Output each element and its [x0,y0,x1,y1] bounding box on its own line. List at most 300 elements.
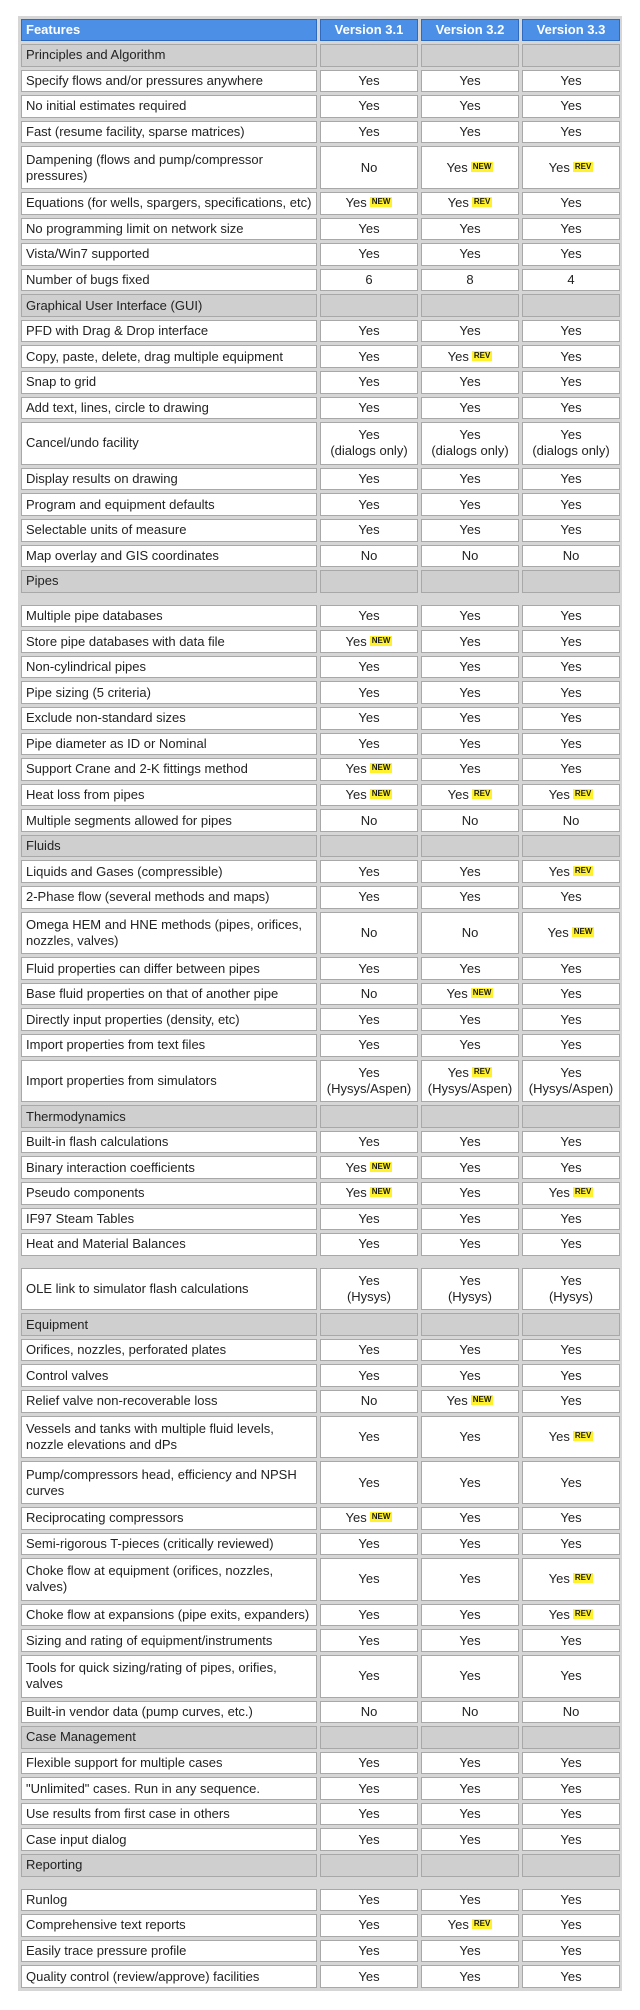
value-text: Yes [358,1968,380,1984]
table-row [21,1629,620,1652]
table-row [21,1182,620,1205]
table-row [21,1507,620,1530]
value-text: Yes [447,1917,469,1933]
value-text: Yes [358,246,380,262]
version-value-cell [421,70,519,93]
feature-label: Base fluid properties on that of another pipe [21,983,317,1006]
value-text: Yes [560,1210,582,1226]
value-text: Yes [459,633,481,649]
table-row [21,733,620,756]
version-value-cell [421,1461,519,1504]
value-text: Yes [358,220,380,236]
version-value-cell [421,218,519,241]
version-value-cell [320,192,418,215]
value-text: Yes [358,427,380,443]
section-empty-cell [522,1854,620,1877]
value-text: Yes [459,374,481,390]
version-value-cell [320,345,418,368]
section-row [21,1105,620,1128]
version-value-cell [320,1752,418,1775]
value-text: Yes [560,1806,582,1822]
section-label: Equipment [21,1313,317,1336]
value-text: Yes [459,1510,481,1526]
version-value-cell [421,1604,519,1627]
version-value-cell [421,519,519,542]
table-row [21,345,620,368]
value-text: Yes [560,1943,582,1958]
value-text: Yes [459,1968,481,1984]
feature-label: Fluid properties can differ between pipes [21,957,317,980]
feature-label: Dampening (flows and pump/compressor pressures) [21,146,317,189]
version-value-cell [522,1034,620,1057]
value-text: Yes [560,323,582,339]
value-text: Yes [459,427,481,443]
table-row [21,422,620,465]
version-value-cell [320,1533,418,1556]
new-badge: NEW [472,161,492,171]
table-row [21,371,620,394]
value-text: Yes [560,1037,582,1053]
section-empty-cell [320,1313,418,1336]
version-value-cell [522,1008,620,1031]
section-label: Reporting [21,1854,317,1877]
value-text: Yes [446,986,468,1002]
feature-label: Pipe sizing (5 criteria) [21,681,317,704]
version-value-cell [320,681,418,704]
version-value-cell [522,784,620,807]
version-value-cell [320,1828,418,1851]
new-badge: NEW [371,1512,391,1522]
version-value-cell [320,1416,418,1459]
value-text: Yes [560,1273,582,1288]
version-value-cell [522,681,620,704]
version-value-cell [522,1777,620,1800]
value-text: Yes [358,1474,380,1490]
section-empty-cell [421,1105,519,1128]
value-note: (Hysys) [548,1289,594,1304]
value-text: Yes [358,960,380,976]
value-text: Yes [345,1159,367,1175]
value-text: Yes [548,159,570,175]
table-row [21,1889,620,1912]
feature-label: No initial estimates required [21,95,317,118]
feature-label: Built-in flash calculations [21,1131,317,1154]
value-text: Yes [560,124,582,140]
version-value-cell [421,1777,519,1800]
value-text: Yes [548,1571,570,1587]
value-text: Yes [358,1273,380,1288]
version-value-cell [320,784,418,807]
value-text: No [360,547,378,563]
version-value-cell [522,1533,620,1556]
version-value-cell [320,912,418,955]
value-text: No [360,924,378,940]
value-text: Yes [459,1831,481,1847]
table-row [21,784,620,807]
version-value-cell [320,1008,418,1031]
value-text: Yes [358,1831,380,1847]
feature-label: Omega HEM and HNE methods (pipes, orifices, nozzles, valves) [21,912,317,955]
version-value-cell [320,371,418,394]
table-row [21,1533,620,1556]
version-3-3-header: Version 3.3 [522,19,620,41]
version-value-cell [421,1701,519,1724]
header-row [21,19,620,41]
feature-label: Quality control (review/approve) facilities [21,1965,317,1988]
value-text: No [461,924,479,940]
table-row [21,1364,620,1387]
value-text: Yes [459,1011,481,1027]
value-text: 8 [466,271,474,287]
version-value-cell [421,95,519,118]
table-row [21,192,620,215]
table-row [21,218,620,241]
table-row [21,1701,620,1724]
version-value-cell [421,605,519,628]
value-text: Yes [459,863,481,879]
version-value-cell [522,1965,620,1988]
version-value-cell [522,912,620,955]
version-value-cell [421,1364,519,1387]
section-empty-cell [421,1313,519,1336]
value-text: Yes [560,960,582,976]
version-value-cell [421,1390,519,1413]
value-text: Yes [459,1273,481,1288]
value-text: Yes [459,1210,481,1226]
version-value-cell [421,1752,519,1775]
feature-label: PFD with Drag & Drop interface [21,320,317,343]
version-value-cell [320,1914,418,1937]
version-value-cell [421,545,519,568]
value-text: Yes [560,1831,582,1847]
version-value-cell [522,1752,620,1775]
value-text: Yes [459,1943,481,1958]
version-value-cell [522,1156,620,1179]
feature-label: Import properties from text files [21,1034,317,1057]
table-row [21,243,620,266]
value-text: Yes [560,986,582,1002]
version-value-cell [320,656,418,679]
feature-comparison-table [18,16,623,1991]
value-text: Yes [548,787,570,803]
version-value-cell [421,1008,519,1031]
value-text: Yes [358,1571,380,1587]
value-text: Yes [459,124,481,140]
value-text: Yes [358,399,380,415]
value-text: Yes [358,471,380,487]
table-row [21,605,620,628]
section-empty-cell [522,1313,620,1336]
feature-label: Runlog [21,1889,317,1912]
version-value-cell [522,1390,620,1413]
version-value-cell [522,656,620,679]
table-row [21,758,620,781]
value-text: No [562,1703,580,1719]
version-value-cell [522,1208,620,1231]
version-value-cell [421,809,519,832]
value-text: Yes [560,72,582,88]
value-text: Yes [548,1185,570,1201]
version-value-cell [320,1208,418,1231]
value-text: Yes [459,1159,481,1175]
version-value-cell [522,860,620,883]
section-empty-cell [421,1726,519,1749]
section-empty-cell [320,1105,418,1128]
value-note: (Hysys/Aspen) [326,1080,412,1096]
rev-badge: REV [574,1609,592,1618]
value-text: Yes [345,787,367,803]
version-value-cell [522,422,620,465]
version-value-cell [320,1803,418,1826]
rev-badge: REV [473,350,491,360]
table-row [21,1965,620,1988]
table-row [21,1008,620,1031]
table-row [21,545,620,568]
table-row [21,809,620,832]
feature-label: Pump/compressors head, efficiency and NPSH curves [21,1461,317,1504]
version-value-cell [522,371,620,394]
value-text: Yes [560,1917,582,1933]
value-text: Yes [560,735,582,751]
table-row [21,1268,620,1311]
value-text: Yes [358,1943,380,1958]
version-value-cell [421,1182,519,1205]
value-text: Yes [358,607,380,623]
value-text: Yes [358,1428,380,1444]
version-value-cell [522,1629,620,1652]
section-empty-cell [522,835,620,858]
feature-label: Vista/Win7 supported [21,243,317,266]
value-text: Yes [345,1185,367,1201]
version-value-cell [320,605,418,628]
spacer-cell [320,596,418,602]
table-row [21,1914,620,1937]
section-empty-cell [522,570,620,593]
value-text: Yes [447,195,469,211]
value-text: Yes [358,1236,380,1252]
value-text: Yes [459,1806,481,1822]
version-value-cell [320,1889,418,1912]
version-value-cell [522,809,620,832]
rev-badge: REV [473,789,491,799]
value-text: No [461,1703,479,1719]
value-text: Yes [358,1891,380,1907]
value-text: Yes [547,924,569,940]
version-value-cell [421,957,519,980]
version-value-cell [421,468,519,491]
value-text: Yes [459,761,481,777]
feature-label: Import properties from simulators [21,1060,317,1103]
value-text: Yes [560,246,582,262]
version-value-cell [421,1268,519,1311]
version-value-cell [320,121,418,144]
value-note: (dialogs only) [431,443,509,459]
version-value-cell [522,493,620,516]
section-empty-cell [522,294,620,317]
section-empty-cell [320,44,418,67]
version-value-cell [320,1268,418,1311]
section-label: Case Management [21,1726,317,1749]
value-text: Yes [459,659,481,675]
value-text: Yes [345,1510,367,1526]
version-value-cell [421,1965,519,1988]
value-text: Yes [560,471,582,487]
feature-label: Easily trace pressure profile [21,1940,317,1963]
rev-badge: REV [574,1187,592,1197]
value-text: Yes [358,684,380,700]
version-value-cell [522,345,620,368]
version-value-cell [522,1604,620,1627]
value-text: Yes [560,659,582,675]
version-value-cell [320,983,418,1006]
value-text: Yes [358,1011,380,1027]
feature-label: IF97 Steam Tables [21,1208,317,1231]
value-text: Yes [560,889,582,905]
version-value-cell [320,1156,418,1179]
feature-label: Store pipe databases with data file [21,630,317,653]
version-value-cell [421,784,519,807]
table-row [21,707,620,730]
section-label: Graphical User Interface (GUI) [21,294,317,317]
feature-label: Multiple segments allowed for pipes [21,809,317,832]
version-value-cell [421,1803,519,1826]
value-text: No [360,1703,378,1719]
value-text: Yes [459,1367,481,1383]
version-value-cell [421,1339,519,1362]
value-text: No [562,812,580,828]
value-text: Yes [459,1185,481,1201]
version-value-cell [320,493,418,516]
rev-badge: REV [574,789,592,799]
value-text: Yes [358,889,380,905]
value-text: Yes [358,1607,380,1622]
version-value-cell [421,630,519,653]
table-row [21,912,620,955]
version-value-cell [421,422,519,465]
feature-label: Map overlay and GIS coordinates [21,545,317,568]
value-text: Yes [345,195,367,211]
version-value-cell [421,493,519,516]
version-value-cell [421,912,519,955]
section-empty-cell [522,44,620,67]
section-empty-cell [320,1854,418,1877]
version-value-cell [320,860,418,883]
version-value-cell [421,1940,519,1963]
version-value-cell [320,269,418,292]
value-text: Yes [358,1917,380,1933]
feature-label: Choke flow at equipment (orifices, nozzles, valves) [21,1558,317,1601]
value-text: 6 [365,271,373,287]
value-text: Yes [459,323,481,339]
new-badge: NEW [371,763,391,773]
version-value-cell [522,1416,620,1459]
version-value-cell [522,70,620,93]
table-row [21,1777,620,1800]
version-value-cell [421,1233,519,1256]
version-value-cell [522,519,620,542]
value-text: Yes [459,1668,481,1684]
version-value-cell [421,1914,519,1937]
value-text: Yes [358,1064,380,1080]
value-text: Yes [358,1668,380,1684]
value-text: No [562,547,580,563]
feature-label: Selectable units of measure [21,519,317,542]
version-value-cell [421,758,519,781]
section-empty-cell [421,570,519,593]
table-row [21,1131,620,1154]
version-value-cell [421,192,519,215]
version-value-cell [522,1828,620,1851]
value-text: Yes [459,496,481,512]
section-empty-cell [421,1854,519,1877]
feature-label: Tools for quick sizing/rating of pipes, orifies, valves [21,1655,317,1698]
table-row [21,121,620,144]
table-row [21,320,620,343]
rev-badge: REV [473,1066,491,1076]
table-row [21,1060,620,1103]
value-text: Yes [358,1134,380,1150]
value-text: No [360,159,378,175]
spacer-cell [21,1880,317,1886]
section-row [21,835,620,858]
version-value-cell [522,1655,620,1698]
table-body [21,44,620,1988]
version-value-cell [421,733,519,756]
value-text: Yes [358,522,380,538]
rev-badge: REV [574,1573,592,1583]
spacer-cell [522,1259,620,1265]
version-value-cell [320,1364,418,1387]
value-text: Yes [358,72,380,88]
value-text: Yes [459,1037,481,1053]
feature-label: Cancel/undo facility [21,422,317,465]
value-text: Yes [358,1806,380,1822]
rev-badge: REV [574,1430,592,1440]
value-text: Yes [560,220,582,236]
version-value-cell [522,1364,620,1387]
version-value-cell [522,95,620,118]
version-value-cell [320,1604,418,1627]
version-value-cell [421,707,519,730]
table-header [21,19,620,41]
new-badge: NEW [371,1161,391,1171]
value-text: Yes [459,1891,481,1907]
version-value-cell [522,1268,620,1311]
version-value-cell [522,1339,620,1362]
section-row [21,1726,620,1749]
version-value-cell [421,269,519,292]
feature-label: 2-Phase flow (several methods and maps) [21,886,317,909]
spacer-row [21,1880,620,1886]
value-text: No [461,812,479,828]
version-value-cell [320,519,418,542]
version-value-cell [320,397,418,420]
version-value-cell [522,758,620,781]
rev-badge: REV [574,161,592,171]
version-value-cell [522,1182,620,1205]
table-row [21,1752,620,1775]
version-value-cell [320,1060,418,1103]
version-value-cell [421,121,519,144]
value-text: Yes [459,72,481,88]
feature-label: Display results on drawing [21,468,317,491]
version-value-cell [522,1914,620,1937]
table-row [21,1390,620,1413]
spacer-cell [421,1259,519,1265]
version-value-cell [421,1507,519,1530]
version-value-cell [421,1889,519,1912]
version-value-cell [522,397,620,420]
